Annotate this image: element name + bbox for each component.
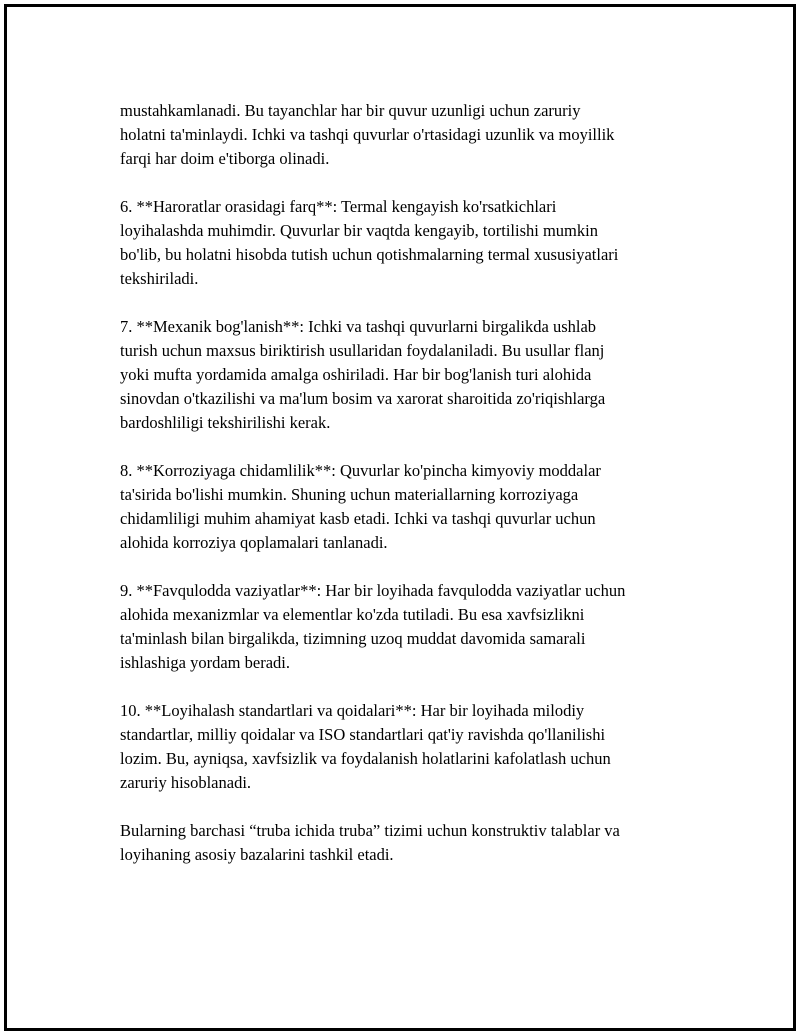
page-frame xyxy=(4,4,796,1031)
paragraph-item-10: 10. **Loyihalash standartlari va qoidalari**: Har bir loyihada milodiy standartlar, milliy qoidalar va ISO standartlari qat'iy ravishda qo'llanilishi lozim. Bu, ayniqsa, xavfsizlik va foydalanish holatlarini kafolatlash uchun zaruriy hisoblanadi. xyxy=(120,701,611,792)
document-body xyxy=(120,99,705,891)
paragraph-item-9: 9. **Favqulodda vaziyatlar**: Har bir loyihada favqulodda vaziyatlar uchun alohida mexanizmlar va elementlar ko'zda tutiladi. Bu esa xavfsizlikni ta'minlash bilan birgalikda, tizimning uzoq muddat davomida samarali ishlashiga yordam beradi. xyxy=(120,581,626,672)
paragraph-continuation: mustahkamlanadi. Bu tayanchlar har bir quvur uzunligi uchun zaruriy holatni ta'minlaydi. Ichki va tashqi quvurlar o'rtasidagi uzunlik va moyillik farqi har doim e'tiborga olinadi. xyxy=(120,101,615,168)
paragraph-item-6: 6. **Haroratlar orasidagi farq**: Termal kengayish ko'rsatkichlari loyihalashda muhimdir. Quvurlar bir vaqtda kengayib, tortilishi mumkin bo'lib, bu holatni hisobda tutish uchun qotishmalarning termal xususiyatlari tekshiriladi. xyxy=(120,197,619,288)
paragraph-item-8: 8. **Korroziyaga chidamlilik**: Quvurlar ko'pincha kimyoviy moddalar ta'sirida bo'lishi mumkin. Shuning uchun materiallarning korroziyaga chidamliligi muhim ahamiyat kasb etadi. Ichki va tashqi quvurlar uchun alohida korroziya qoplamalari tanlanadi. xyxy=(120,461,601,552)
paragraph-conclusion: Bularning barchasi “truba ichida truba” tizimi uchun konstruktiv talablar va loyihaning asosiy bazalarini tashkil etadi. xyxy=(120,821,620,864)
paragraph-item-7: 7. **Mexanik bog'lanish**: Ichki va tashqi quvurlarni birgalikda ushlab turish uchun maxsus biriktirish usullaridan foydalaniladi. Bu usullar flanj yoki mufta yordamida amalga oshiriladi. Har bir bog'lanish turi alohida sinovdan o'tkazilishi va ma'lum bosim va xarorat sharoitida zo'riqishlarga bardoshliligi tekshirilishi kerak. xyxy=(120,317,606,432)
